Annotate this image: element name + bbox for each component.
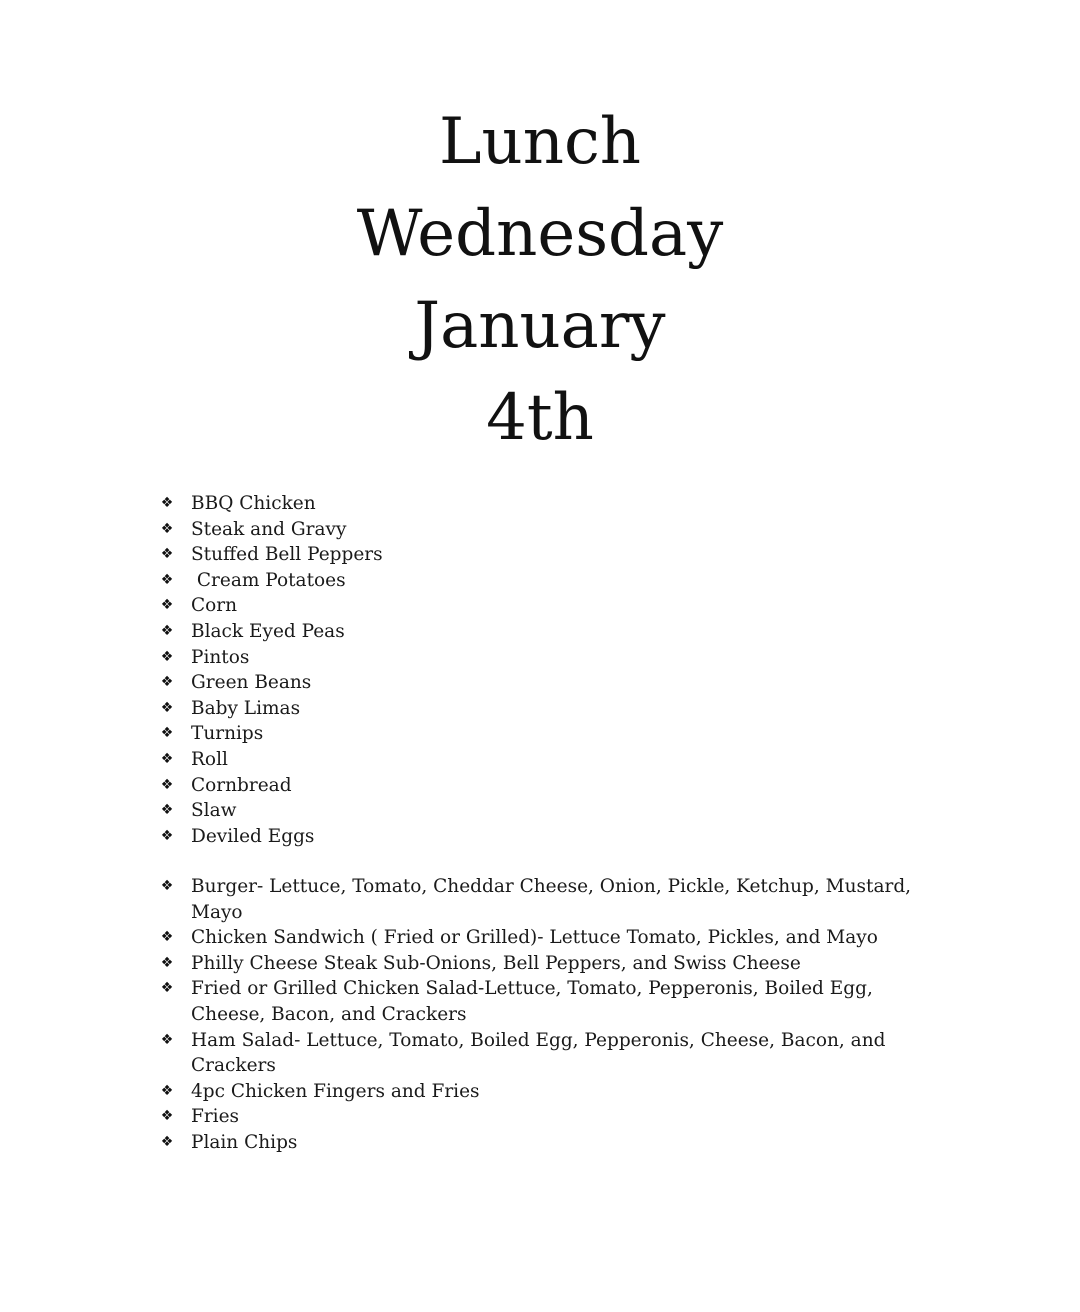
- item-label: Fries: [191, 1106, 240, 1128]
- list-item: [158, 1104, 938, 1130]
- item-label: Slaw: [191, 800, 237, 822]
- diamond-bullet-icon: ❖: [160, 546, 174, 563]
- list-item: [158, 721, 938, 747]
- item-label: Stuffed Bell Peppers: [191, 544, 383, 566]
- diamond-bullet-icon: ❖: [160, 776, 174, 793]
- diamond-bullet-icon: ❖: [160, 929, 174, 946]
- diamond-bullet-icon: ❖: [160, 622, 174, 639]
- item-label: Deviled Eggs: [191, 825, 315, 847]
- diamond-bullet-icon: ❖: [160, 1031, 174, 1048]
- list-item: [158, 976, 938, 1027]
- diamond-bullet-icon: ❖: [160, 802, 174, 819]
- diamond-bullet-icon: ❖: [160, 1108, 174, 1125]
- item-label: Fried or Grilled Chicken Salad-Lettuce, Tomato, Pepperonis, Boiled Egg, Cheese, Bacon, and Crackers: [191, 978, 873, 1025]
- diamond-bullet-icon: ❖: [160, 1082, 174, 1099]
- list-item: [158, 824, 938, 850]
- item-label: Cornbread: [191, 774, 292, 796]
- main-dishes-list: [158, 491, 938, 849]
- diamond-bullet-icon: ❖: [160, 1133, 174, 1150]
- diamond-bullet-icon: ❖: [160, 750, 174, 767]
- list-item: [158, 874, 938, 925]
- item-label: Plain Chips: [191, 1131, 298, 1153]
- item-label: Black Eyed Peas: [191, 620, 345, 642]
- list-item: [158, 1079, 938, 1105]
- title-month: January: [414, 289, 666, 363]
- item-label: BBQ Chicken: [191, 493, 316, 514]
- list-item: [158, 773, 938, 799]
- list-item: [158, 798, 938, 824]
- list-item: [158, 645, 938, 671]
- list-item: [158, 1130, 938, 1156]
- item-label: Burger- Lettuce, Tomato, Cheddar Cheese, Onion, Pickle, Ketchup, Mustard, Mayo: [191, 876, 912, 923]
- list-item: [158, 696, 938, 722]
- list-item: [158, 670, 938, 696]
- title-weekday: Wednesday: [356, 197, 724, 271]
- list-item: [158, 491, 938, 517]
- diamond-bullet-icon: ❖: [160, 571, 174, 588]
- item-label: Turnips: [191, 723, 264, 745]
- list-item: [158, 542, 938, 568]
- list-item: [158, 619, 938, 645]
- diamond-bullet-icon: ❖: [160, 980, 174, 997]
- title-day: 4th: [486, 381, 594, 455]
- list-item: [158, 568, 938, 594]
- diamond-bullet-icon: ❖: [160, 699, 174, 716]
- diamond-bullet-icon: ❖: [160, 725, 174, 742]
- item-label: Green Beans: [191, 672, 312, 694]
- item-label: Pintos: [191, 646, 250, 668]
- diamond-bullet-icon: ❖: [160, 597, 174, 614]
- diamond-bullet-icon: ❖: [160, 520, 174, 537]
- menu-title: [0, 96, 1080, 464]
- grill-items-list: [158, 874, 938, 1156]
- item-label: Chicken Sandwich ( Fried or Grilled)- Lettuce Tomato, Pickles, and Mayo: [191, 927, 878, 949]
- item-label: Baby Limas: [191, 697, 301, 719]
- list-item: [158, 747, 938, 773]
- item-label: Steak and Gravy: [191, 518, 347, 540]
- diamond-bullet-icon: ❖: [160, 674, 174, 691]
- list-item: [158, 517, 938, 543]
- list-item: [158, 1028, 938, 1079]
- list-item: [158, 925, 938, 951]
- list-item: [158, 593, 938, 619]
- item-label: Cream Potatoes: [191, 569, 346, 591]
- diamond-bullet-icon: ❖: [160, 827, 174, 844]
- item-label: 4pc Chicken Fingers and Fries: [191, 1080, 480, 1102]
- title-meal: Lunch: [439, 105, 641, 179]
- item-label: Corn: [191, 595, 238, 617]
- item-label: Philly Cheese Steak Sub-Onions, Bell Peppers, and Swiss Cheese: [191, 952, 801, 974]
- list-item: [158, 951, 938, 977]
- diamond-bullet-icon: ❖: [160, 878, 174, 894]
- item-label: Ham Salad- Lettuce, Tomato, Boiled Egg, Pepperonis, Cheese, Bacon, and Crackers: [191, 1029, 886, 1077]
- item-label: Roll: [191, 748, 228, 770]
- diamond-bullet-icon: ❖: [160, 495, 174, 511]
- diamond-bullet-icon: ❖: [160, 648, 174, 665]
- diamond-bullet-icon: ❖: [160, 954, 174, 971]
